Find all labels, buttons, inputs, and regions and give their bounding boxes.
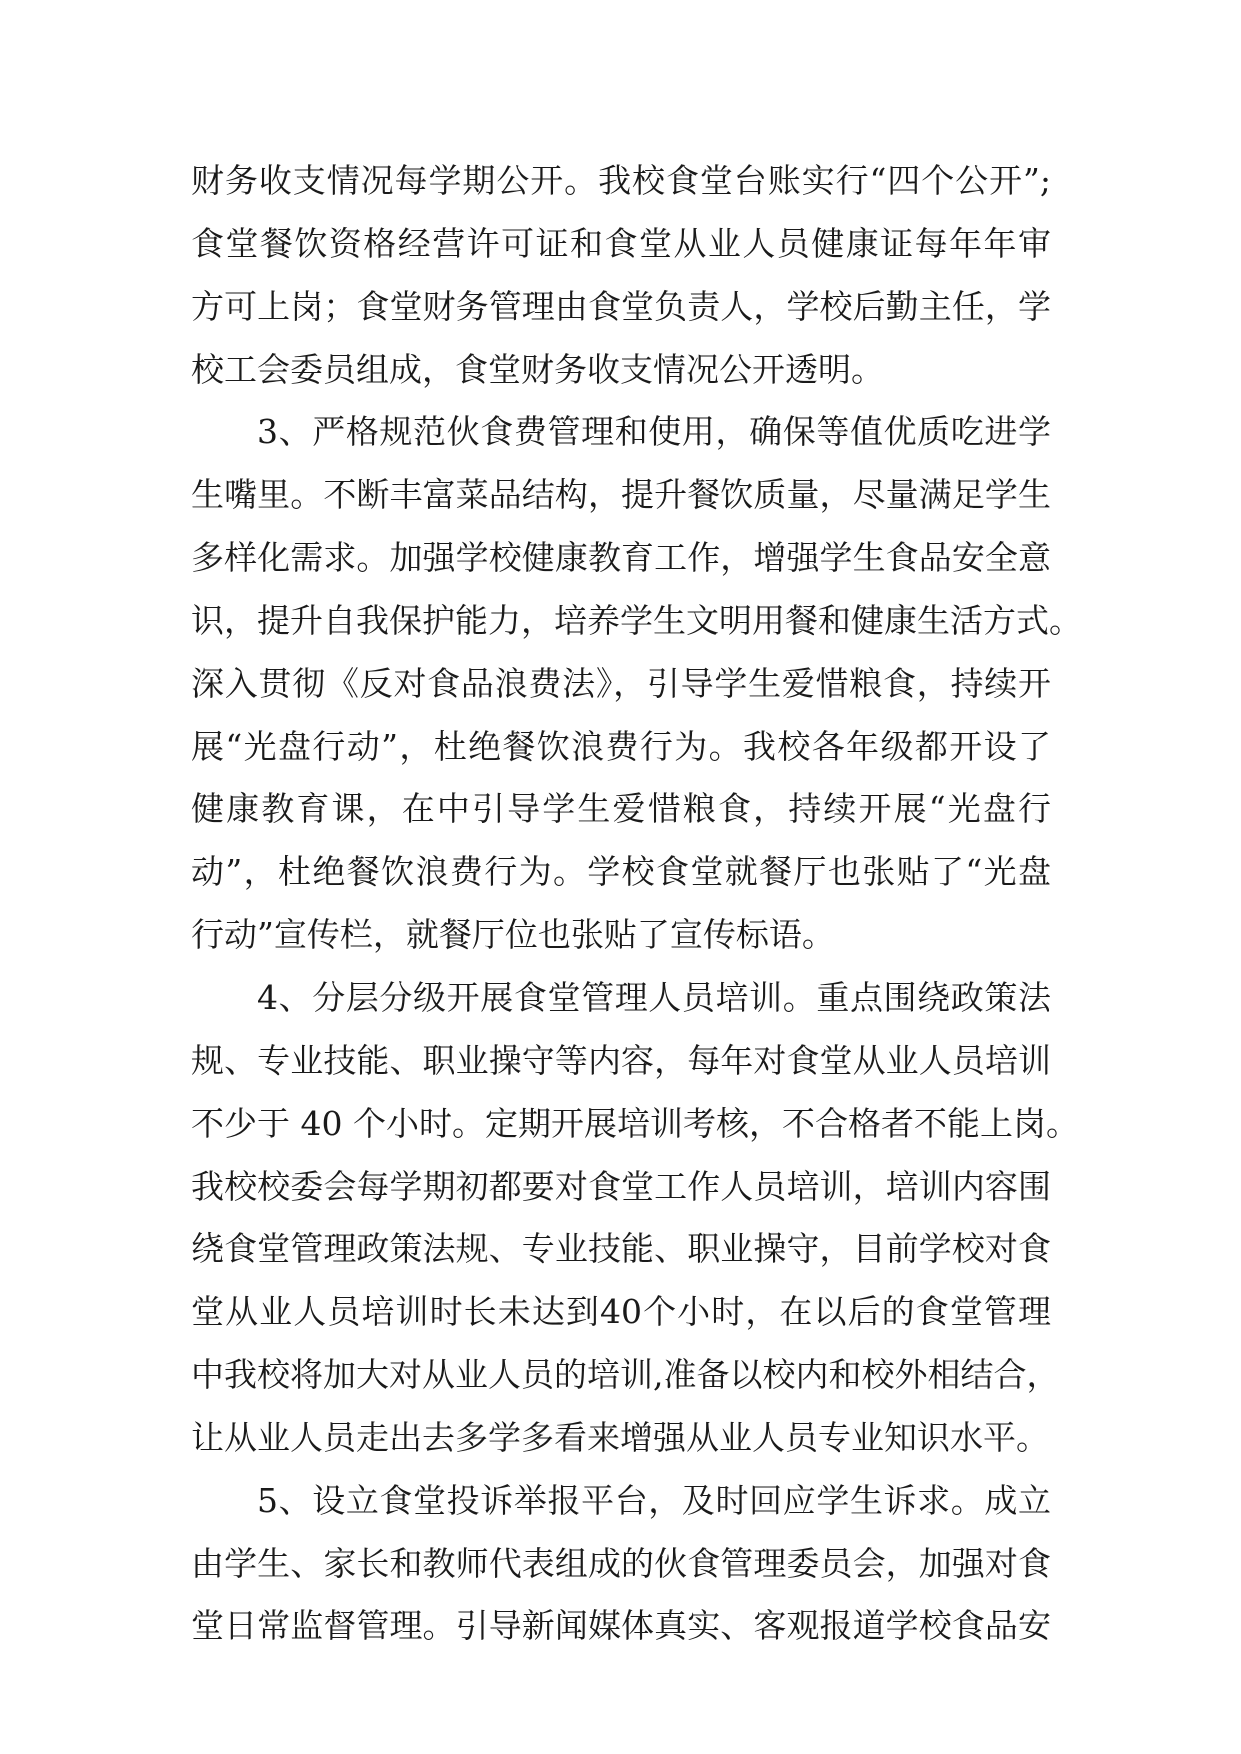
text-line: 绕食堂管理政策法规、专业技能、职业操守，目前学校对食 xyxy=(191,1229,1051,1269)
text-line: 由学生、家长和教师代表组成的伙食管理委员会，加强对食 xyxy=(191,1543,1051,1583)
text-line: 规、专业技能、职业操守等内容，每年对食堂从业人员培训 xyxy=(191,1040,1051,1080)
text-line: 让从业人员走出去多学多看来增强从业人员专业知识水平。 xyxy=(191,1417,1049,1457)
text-line: 食堂餐饮资格经营许可证和食堂从业人员健康证每年年审 xyxy=(191,223,1051,263)
text-line: 堂日常监督管理。引导新闻媒体真实、客观报道学校食品安 xyxy=(191,1606,1051,1646)
text-line: 校工会委员组成，食堂财务收支情况公开透明。 xyxy=(191,349,884,389)
paragraph-first-line: 3、严格规范伙食费管理和使用，确保等值优质吃进学 xyxy=(257,412,1051,452)
text-line: 中我校将加大对从业人员的培训,准备以校内和校外相结合， xyxy=(191,1355,1060,1395)
text-line: 不少于 40 个小时。定期开展培训考核，不合格者不能上岗。 xyxy=(191,1103,1079,1143)
text-line: 我校校委会每学期初都要对食堂工作人员培训，培训内容围 xyxy=(191,1166,1051,1206)
text-line: 财务收支情况每学期公开。我校食堂台账实行“四个公开”; xyxy=(191,161,1051,200)
text-line: 多样化需求。加强学校健康教育工作，增强学生食品安全意 xyxy=(191,538,1051,578)
text-line: 行动”宣传栏，就餐厅位也张贴了宣传标语。 xyxy=(191,915,835,955)
text-line: 展“光盘行动”，杜绝餐饮浪费行为。我校各年级都开设了 xyxy=(191,726,1051,766)
paragraph-first-line: 5、设立食堂投诉举报平台，及时回应学生诉求。成立 xyxy=(257,1480,1051,1520)
text-line: 健康教育课，在中引导学生爱惜粮食，持续开展“光盘行 xyxy=(191,789,1051,829)
text-line: 动”，杜绝餐饮浪费行为。学校食堂就餐厅也张贴了“光盘 xyxy=(191,852,1051,892)
text-line: 识，提升自我保护能力，培养学生文明用餐和健康生活方式。 xyxy=(191,600,1082,640)
paragraph-first-line: 4、分层分级开展食堂管理人员培训。重点围绕政策法 xyxy=(257,977,1051,1017)
text-line: 堂从业人员培训时长未达到40个小时，在以后的食堂管理 xyxy=(191,1292,1051,1332)
document-body xyxy=(191,150,1082,1658)
text-line: 生嘴里。不断丰富菜品结构，提升餐饮质量，尽量满足学生 xyxy=(191,475,1051,515)
text-line: 方可上岗；食堂财务管理由食堂负责人，学校后勤主任，学 xyxy=(191,286,1051,326)
text-line: 深入贯彻《反对食品浪费法》，引导学生爱惜粮食，持续开 xyxy=(191,663,1051,703)
